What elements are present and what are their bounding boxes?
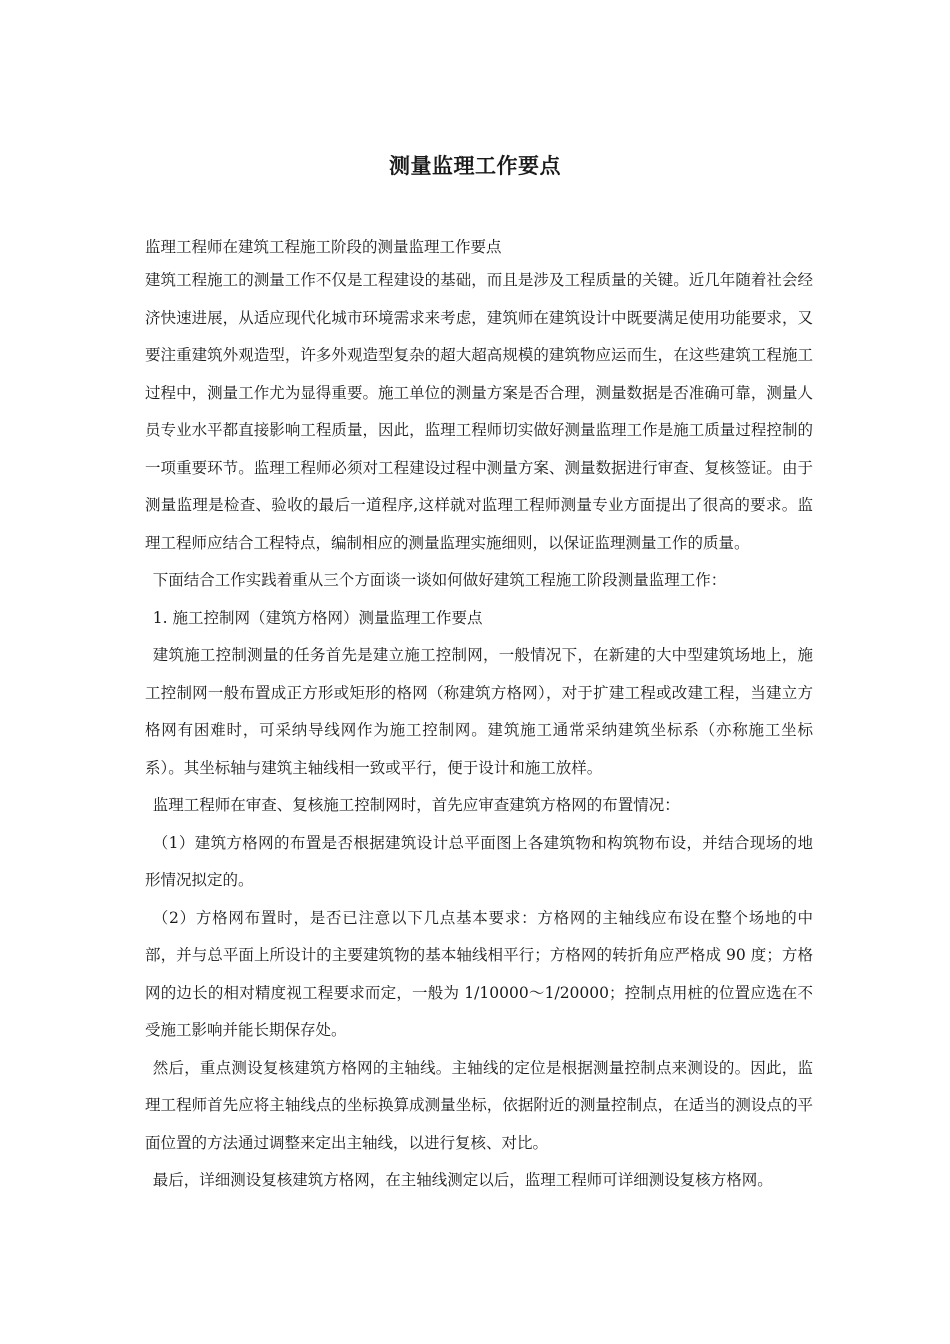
document-body — [145, 232, 813, 1200]
document-title: 测量监理工作要点 — [389, 153, 561, 178]
paragraph-subtitle: 监理工程师在建筑工程施工阶段的测量监理工作要点 — [145, 238, 502, 256]
paragraph-finally: 最后，详细测设复核建筑方格网，在主轴线测定以后，监理工程师可详细测设复核方格网。 — [152, 1171, 773, 1189]
paragraph-main-axis: 然后，重点测设复核建筑方格网的主轴线。主轴线的定位是根据测量控制点来测设的。因此，监理工程师首先应将主轴线点的坐标换算成测量坐标，依据附近的测量控制点，在适当的测设点的平面位置的方法通过调整来定出主轴线，以进行复核、对比。 — [145, 1058, 813, 1152]
paragraph-review-intro: 监理工程师在审查、复核施工控制网时，首先应审查建筑方格网的布置情况： — [152, 796, 680, 814]
list-item-2: （2）方格网布置时，是否已注意以下几点基本要求：方格网的主轴线应布设在整个场地的中部，并与总平面上所设计的主要建筑物的基本轴线相平行；方格网的转折角应严格成 90 度；方格网的边长的相对精度视工程要求而定，一般为 1/10000～1/20000；控制点用桩的位置应选在不受施工影响并能长期保存处。 — [145, 908, 813, 1039]
paragraph-control-network: 建筑施工控制测量的任务首先是建立施工控制网，一般情况下，在新建的大中型建筑场地上，施工控制网一般布置成正方形或矩形的格网（称建筑方格网），对于扩建工程或改建工程，当建立方格网有困难时，可采纳导线网作为施工控制网。建筑施工通常采纳建筑坐标系（亦称施工坐标系）。其坐标轴与建筑主轴线相一致或平行，便于设计和施工放样。 — [145, 646, 813, 777]
list-item-1: （1）建筑方格网的布置是否根据建筑设计总平面图上各建筑物和构筑物布设，并结合现场的地形情况拟定的。 — [145, 833, 813, 889]
paragraph-intro: 建筑工程施工的测量工作不仅是工程建设的基础，而且是涉及工程质量的关键。近几年随着社会经济快速进展，从适应现代化城市环境需求来考虑，建筑师在建筑设计中既要满足使用功能要求，又要注重建筑外观造型，许多外观造型复杂的超大超高规模的建筑物应运而生，在这些建筑工程施工过程中，测量工作尤为显得重要。施工单位的测量方案是否合理，测量数据是否准确可靠，测量人员专业水平都直接影响工程质量，因此，监理工程师切实做好测量监理工作是施工质量过程控制的一项重要环节。监理工程师必须对工程建设过程中测量方案、测量数据进行审查、复核签证。由于测量监理是检查、验收的最后一道程序,这样就对监理工程师测量专业方面提出了很高的要求。监理工程师应结合工程特点，编制相应的测量监理实施细则，以保证监理测量工作的质量。 — [145, 271, 813, 552]
paragraph-overview: 下面结合工作实践着重从三个方面谈一谈如何做好建筑工程施工阶段测量监理工作： — [152, 571, 727, 589]
section-heading-1: 1. 施工控制网（建筑方格网）测量监理工作要点 — [152, 608, 483, 627]
